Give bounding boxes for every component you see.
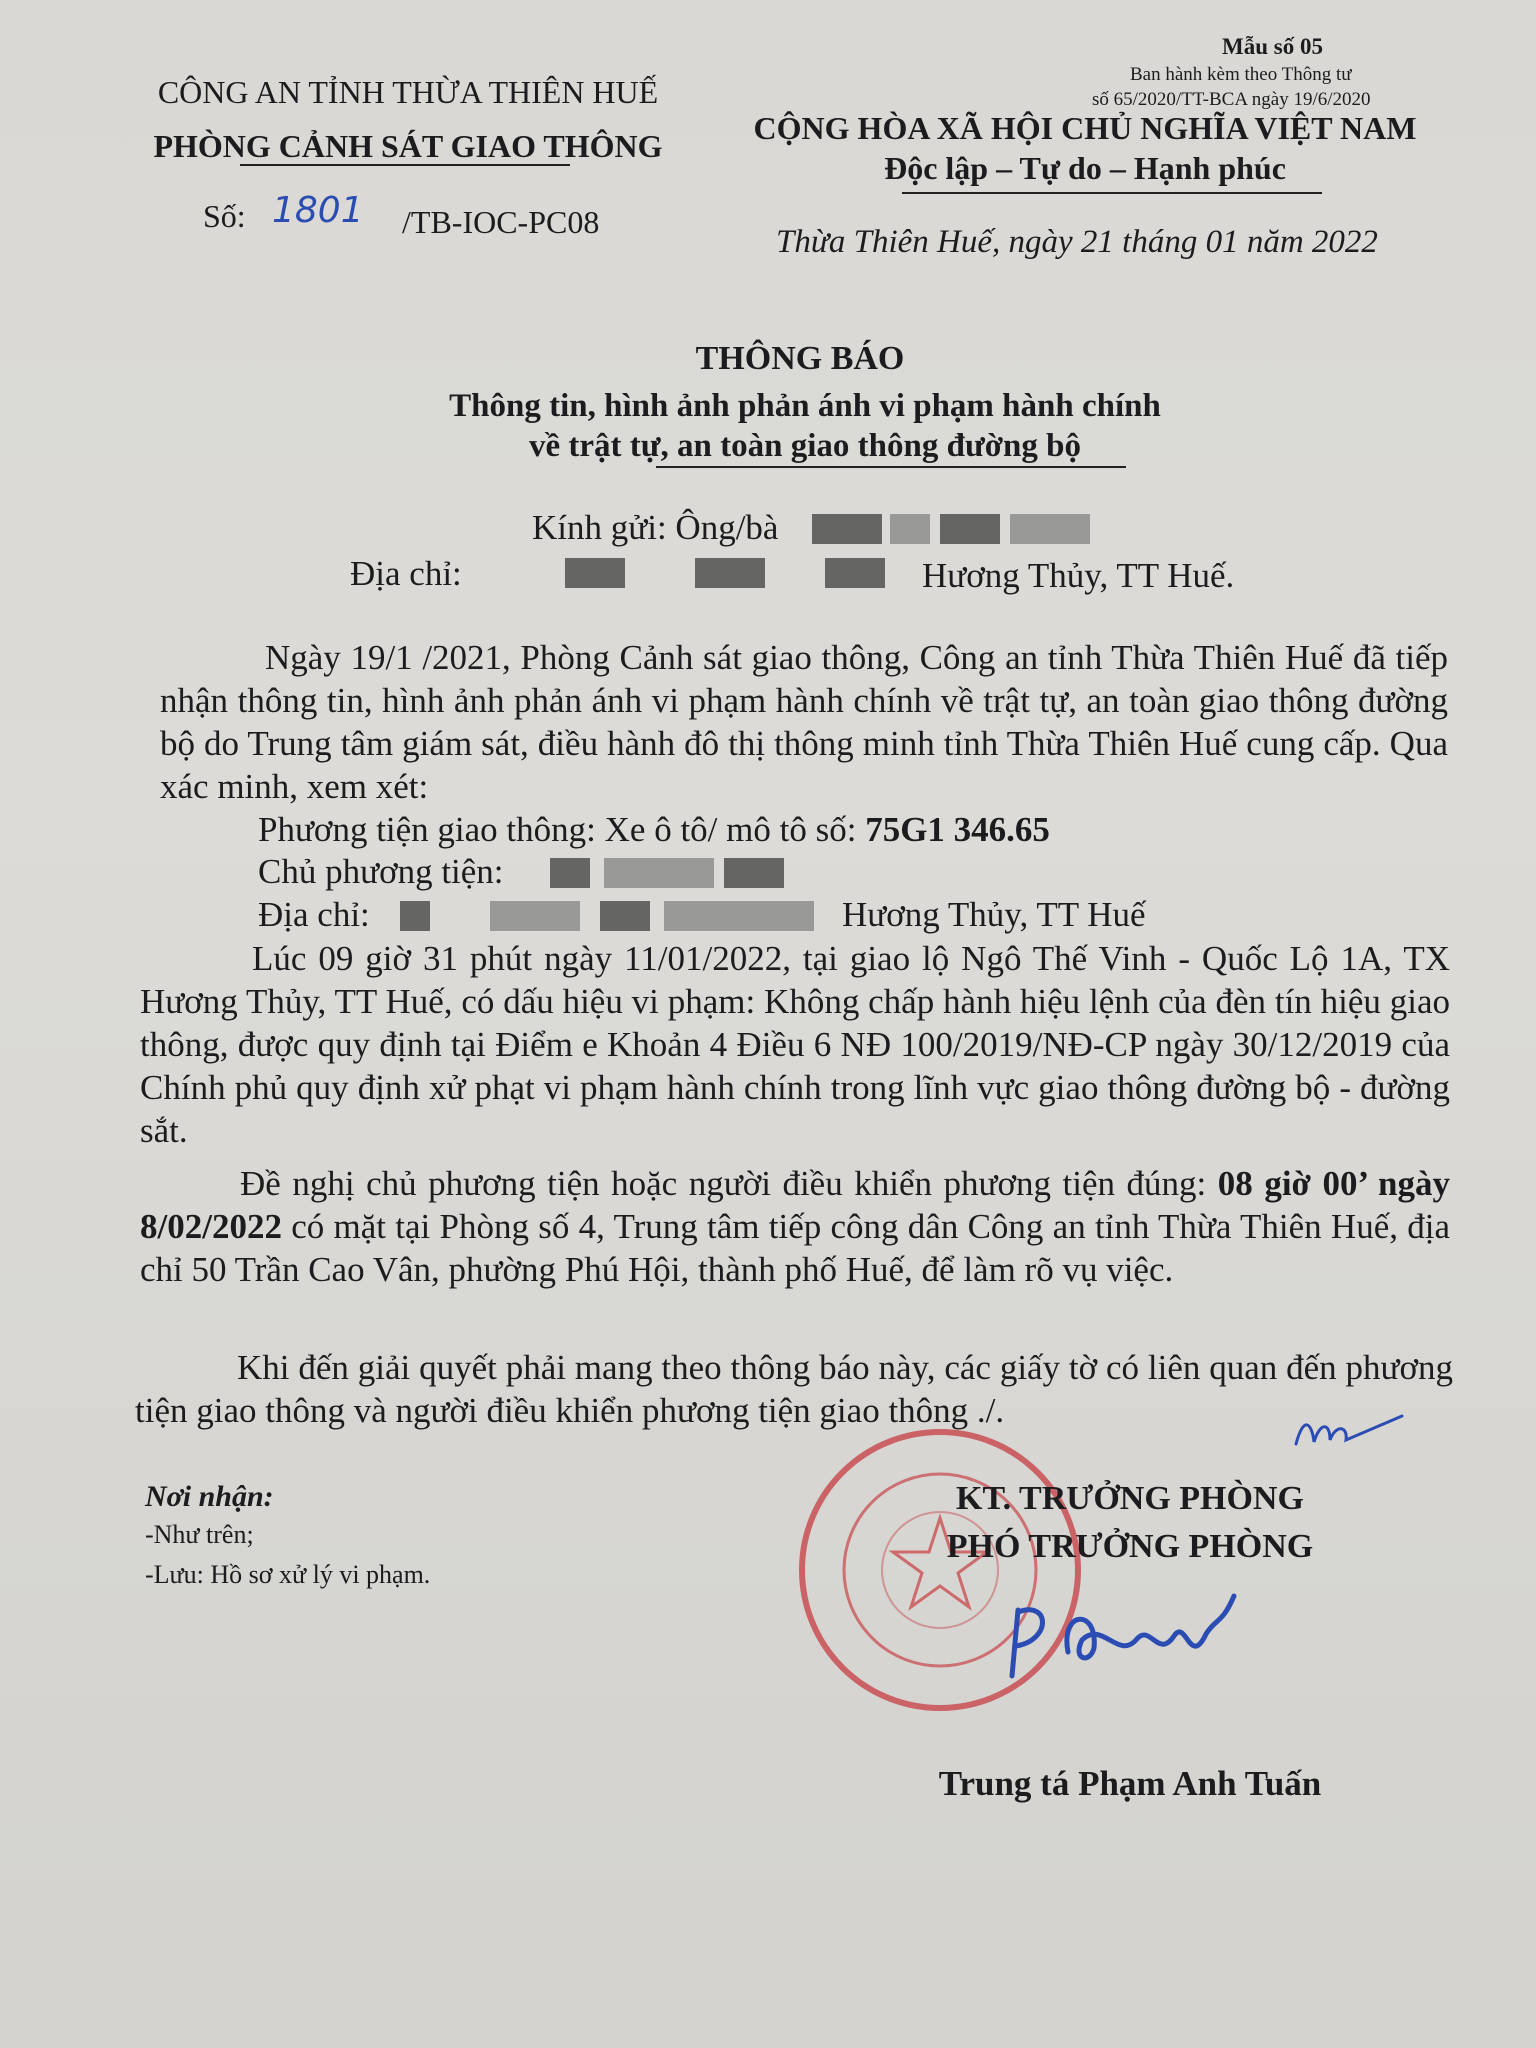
title-underline bbox=[656, 466, 1126, 468]
notice-subtitle-2: về trật tự, an toàn giao thông đường bộ bbox=[528, 428, 1081, 464]
initials-mark bbox=[1290, 1404, 1410, 1454]
agency-underline bbox=[240, 164, 570, 166]
agency-line1: CÔNG AN TỈNH THỪA THIÊN HUẾ bbox=[157, 74, 659, 110]
owner-address-redacted bbox=[400, 901, 814, 931]
signer-name: Trung tá Phạm Anh Tuấn bbox=[938, 1764, 1322, 1803]
nation-underline bbox=[902, 192, 1322, 194]
owner-address-tail: Hương Thủy, TT Huế bbox=[842, 895, 1146, 934]
paragraph-summons bbox=[140, 1162, 1450, 1291]
summons-text-end: có mặt tại Phòng số 4, Trung tâm tiếp công dân Công an tỉnh Thừa Thiên Huế, địa chỉ 50 Trần Cao Vân, phường Phú Hội, thành phố Huế, để làm rõ vụ việc. bbox=[140, 1207, 1451, 1289]
paragraph-requirements: Khi đến giải quyết phải mang theo thông báo này, các giấy tờ có liên quan đến phương tiện giao thông và người điều khiển phương tiện giao thông ./. bbox=[135, 1348, 1453, 1430]
nation-line2: Độc lập – Tự do – Hạnh phúc bbox=[884, 150, 1286, 186]
recipient-address-redacted bbox=[565, 558, 885, 588]
owner-name-redacted bbox=[550, 858, 784, 888]
signature-title-2: PHÓ TRƯỞNG PHÒNG bbox=[946, 1528, 1314, 1565]
owner-label: Chủ phương tiện: bbox=[258, 852, 504, 891]
form-number: Mẫu số 05 bbox=[1222, 34, 1323, 59]
summons-text-start: Đề nghị chủ phương tiện hoặc người điều khiển phương tiện đúng: bbox=[240, 1164, 1207, 1203]
form-issued-line2: số 65/2020/TT-BCA ngày 19/6/2020 bbox=[1092, 89, 1371, 110]
paragraph-receipt: Ngày 19/1 /2021, Phòng Cảnh sát giao thông, Công an tỉnh Thừa Thiên Huế đã tiếp nhận thông tin, hình ảnh phản ánh vi phạm hành chính về trật tự, an toàn giao thông đường bộ do Trung tâm giám sát, điều hành đô thị thông minh tỉnh Thừa Thiên Huế cung cấp. Qua xác minh, xem xét: bbox=[160, 638, 1448, 806]
notice-title: THÔNG BÁO bbox=[695, 340, 905, 377]
nation-line1: CỘNG HÒA XÃ HỘI CHỦ NGHĨA VIỆT NAM bbox=[753, 110, 1417, 146]
recipient-address-label: Địa chỉ: bbox=[350, 554, 462, 593]
signature-title-1: KT. TRƯỞNG PHÒNG bbox=[956, 1480, 1304, 1517]
form-issued-line1: Ban hành kèm theo Thông tư bbox=[1130, 64, 1352, 85]
doc-number-label: Số: bbox=[203, 198, 246, 234]
license-plate: 75G1 346.65 bbox=[865, 810, 1050, 849]
recipient-name-redacted bbox=[812, 514, 1090, 544]
summons-datetime: 08 giờ 00’ ngày 8/02/2022 bbox=[140, 1164, 1450, 1246]
doc-number-handwritten: 1801 bbox=[272, 190, 364, 231]
recipient-label: Kính gửi: Ông/bà bbox=[532, 508, 779, 547]
owner-address-label: Địa chỉ: bbox=[258, 895, 370, 934]
recipients-item-1: -Như trên; bbox=[145, 1520, 254, 1549]
handwritten-signature bbox=[990, 1590, 1280, 1710]
recipients-title: Nơi nhận: bbox=[145, 1480, 274, 1513]
vehicle-detail-line bbox=[258, 808, 1050, 851]
recipients-item-2: -Lưu: Hồ sơ xử lý vi phạm. bbox=[145, 1560, 431, 1589]
place-date: Thừa Thiên Huế, ngày 21 tháng 01 năm 2022 bbox=[776, 224, 1378, 260]
agency-line2: PHÒNG CẢNH SÁT GIAO THÔNG bbox=[153, 128, 663, 164]
recipient-address-tail: Hương Thủy, TT Huế. bbox=[922, 556, 1235, 595]
vehicle-label: Phương tiện giao thông: Xe ô tô/ mô tô số: bbox=[258, 810, 857, 849]
paragraph-violation: Lúc 09 giờ 31 phút ngày 11/01/2022, tại giao lộ Ngô Thế Vinh - Quốc Lộ 1A, TX Hương Thủy, TT Huế, có dấu hiệu vi phạm: Không chấp hành hiệu lệnh của đèn tín hiệu giao thông, được quy định tại Điểm e Khoản 4 Điều 6 NĐ 100/2019/NĐ-CP ngày 30/12/2019 của Chính phủ quy định xử phạt vi phạm hành chính trong lĩnh vực giao thông đường bộ - đường sắt. bbox=[140, 939, 1450, 1150]
doc-number-suffix: /TB-IOC-PC08 bbox=[402, 204, 600, 240]
notice-subtitle-1: Thông tin, hình ảnh phản ánh vi phạm hành chính bbox=[449, 388, 1161, 424]
